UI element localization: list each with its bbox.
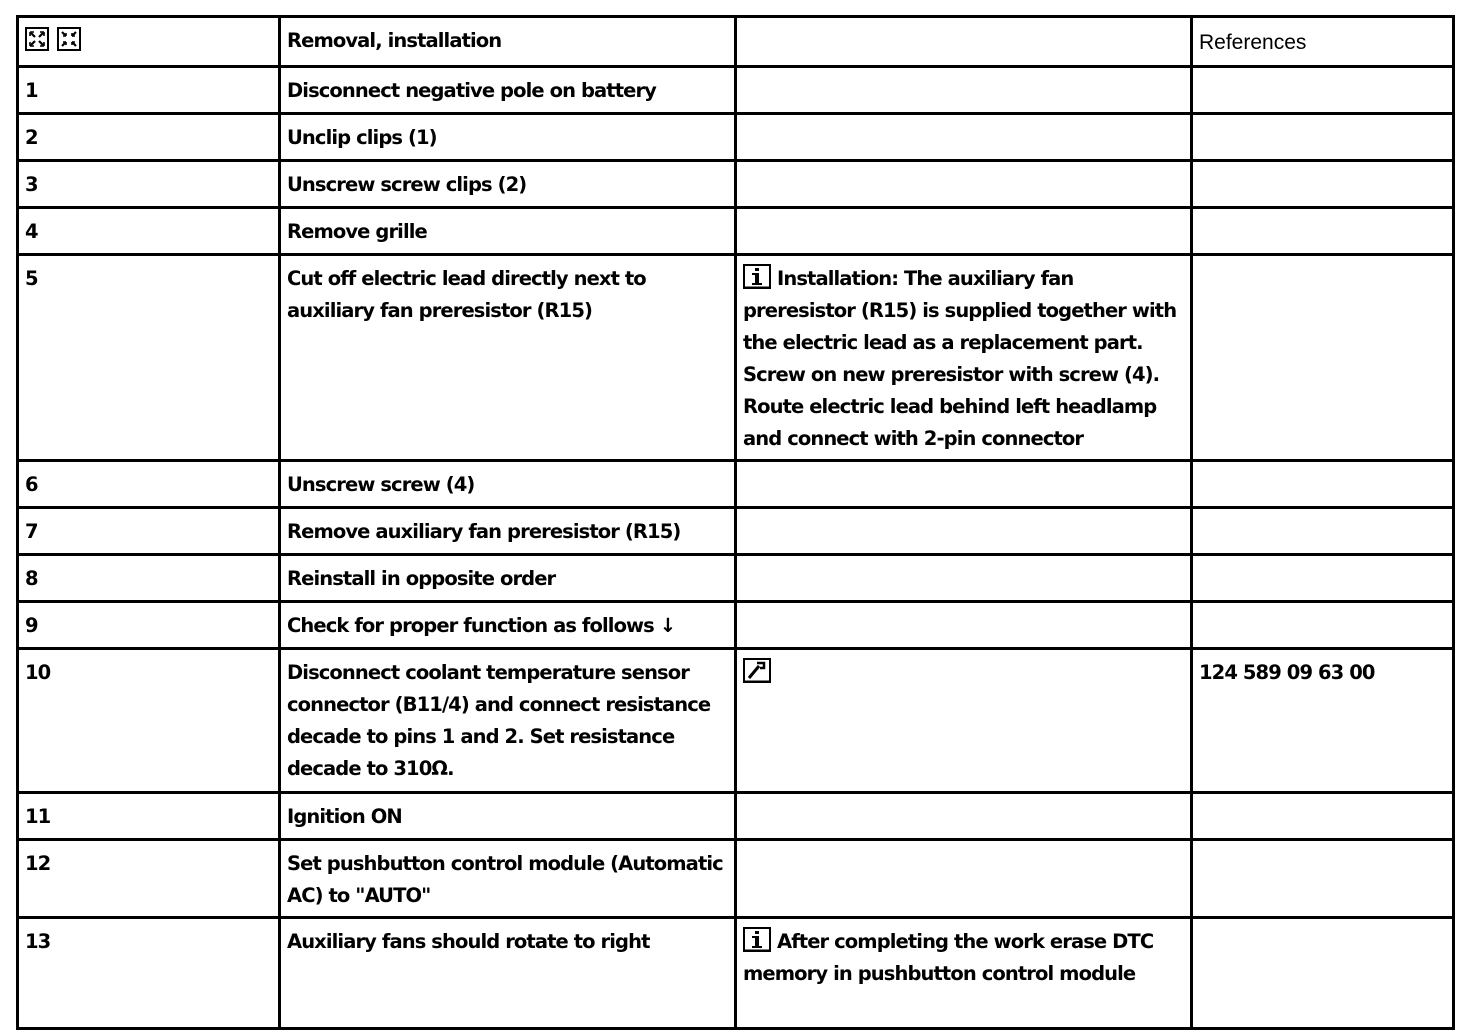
- header-row: [18, 17, 1454, 67]
- step-reference: [1192, 114, 1454, 161]
- step-reference: [1192, 461, 1454, 508]
- step-action: Disconnect negative pole on battery: [280, 67, 736, 114]
- step-number: 2: [18, 114, 280, 161]
- step-note: [736, 840, 1192, 918]
- step-number: 12: [18, 840, 280, 918]
- step-note: [736, 208, 1192, 255]
- note-text: Installation: The auxiliary fan preresistor (R15) is supplied together with the electric lead as a replacement part. Screw on new preresistor with screw (4). Route electric lead behind left headlamp and connect with 2-pin connector: [743, 267, 1177, 450]
- step-number: 7: [18, 508, 280, 555]
- step-note: [736, 161, 1192, 208]
- table-row: [18, 840, 1454, 918]
- table-row: [18, 602, 1454, 649]
- step-action: Cut off electric lead directly next to auxiliary fan preresistor (R15): [280, 255, 736, 461]
- step-note: [736, 67, 1192, 114]
- step-action: Set pushbutton control module (Automatic AC) to "AUTO": [280, 840, 736, 918]
- removal-symbol-icon: [25, 27, 49, 51]
- special-tool-icon: [743, 658, 771, 683]
- step-action: Auxiliary fans should rotate to right: [280, 918, 736, 1029]
- step-action: Unclip clips (1): [280, 114, 736, 161]
- table-row: [18, 555, 1454, 602]
- table-row: [18, 208, 1454, 255]
- step-number: 6: [18, 461, 280, 508]
- header-notes: [736, 17, 1192, 67]
- step-note: [736, 793, 1192, 840]
- step-note: [736, 649, 1192, 793]
- table-row: [18, 918, 1454, 1029]
- step-note: [736, 114, 1192, 161]
- procedure-table: [16, 15, 1455, 1030]
- step-note: [736, 918, 1192, 1029]
- step-action: Unscrew screw clips (2): [280, 161, 736, 208]
- step-number: 9: [18, 602, 280, 649]
- info-icon: [743, 927, 771, 952]
- table-row: [18, 508, 1454, 555]
- table-row: [18, 255, 1454, 461]
- step-reference: 124 589 09 63 00: [1192, 649, 1454, 793]
- step-number: 1: [18, 67, 280, 114]
- table-row: [18, 114, 1454, 161]
- table-row: [18, 793, 1454, 840]
- step-reference: [1192, 67, 1454, 114]
- step-note: [736, 508, 1192, 555]
- header-icons-cell: [18, 17, 280, 67]
- step-note: [736, 461, 1192, 508]
- header-references: References: [1192, 17, 1454, 67]
- table-row: [18, 461, 1454, 508]
- step-number: 11: [18, 793, 280, 840]
- info-icon: [743, 264, 771, 289]
- step-action: Reinstall in opposite order: [280, 555, 736, 602]
- step-number: 4: [18, 208, 280, 255]
- table-row: [18, 161, 1454, 208]
- step-action: Disconnect coolant temperature sensor connector (B11/4) and connect resistance decade to pins 1 and 2. Set resistance decade to 310Ω.: [280, 649, 736, 793]
- step-reference: [1192, 918, 1454, 1029]
- step-number: 8: [18, 555, 280, 602]
- installation-symbol-icon: [57, 27, 81, 51]
- step-reference: [1192, 602, 1454, 649]
- step-reference: [1192, 555, 1454, 602]
- note-text: After completing the work erase DTC memory in pushbutton control module: [743, 930, 1154, 985]
- step-reference: [1192, 208, 1454, 255]
- step-action: Check for proper function as follows ↓: [280, 602, 736, 649]
- step-action: Ignition ON: [280, 793, 736, 840]
- step-note: [736, 602, 1192, 649]
- step-reference: [1192, 793, 1454, 840]
- step-action: Remove auxiliary fan preresistor (R15): [280, 508, 736, 555]
- step-action: Unscrew screw (4): [280, 461, 736, 508]
- table-row: [18, 649, 1454, 793]
- table-row: [18, 67, 1454, 114]
- step-reference: [1192, 508, 1454, 555]
- step-number: 3: [18, 161, 280, 208]
- header-title: Removal, installation: [280, 17, 736, 67]
- step-number: 13: [18, 918, 280, 1029]
- step-note: [736, 555, 1192, 602]
- step-reference: [1192, 161, 1454, 208]
- step-number: 5: [18, 255, 280, 461]
- step-number: 10: [18, 649, 280, 793]
- step-reference: [1192, 840, 1454, 918]
- step-note: [736, 255, 1192, 461]
- step-reference: [1192, 255, 1454, 461]
- step-action: Remove grille: [280, 208, 736, 255]
